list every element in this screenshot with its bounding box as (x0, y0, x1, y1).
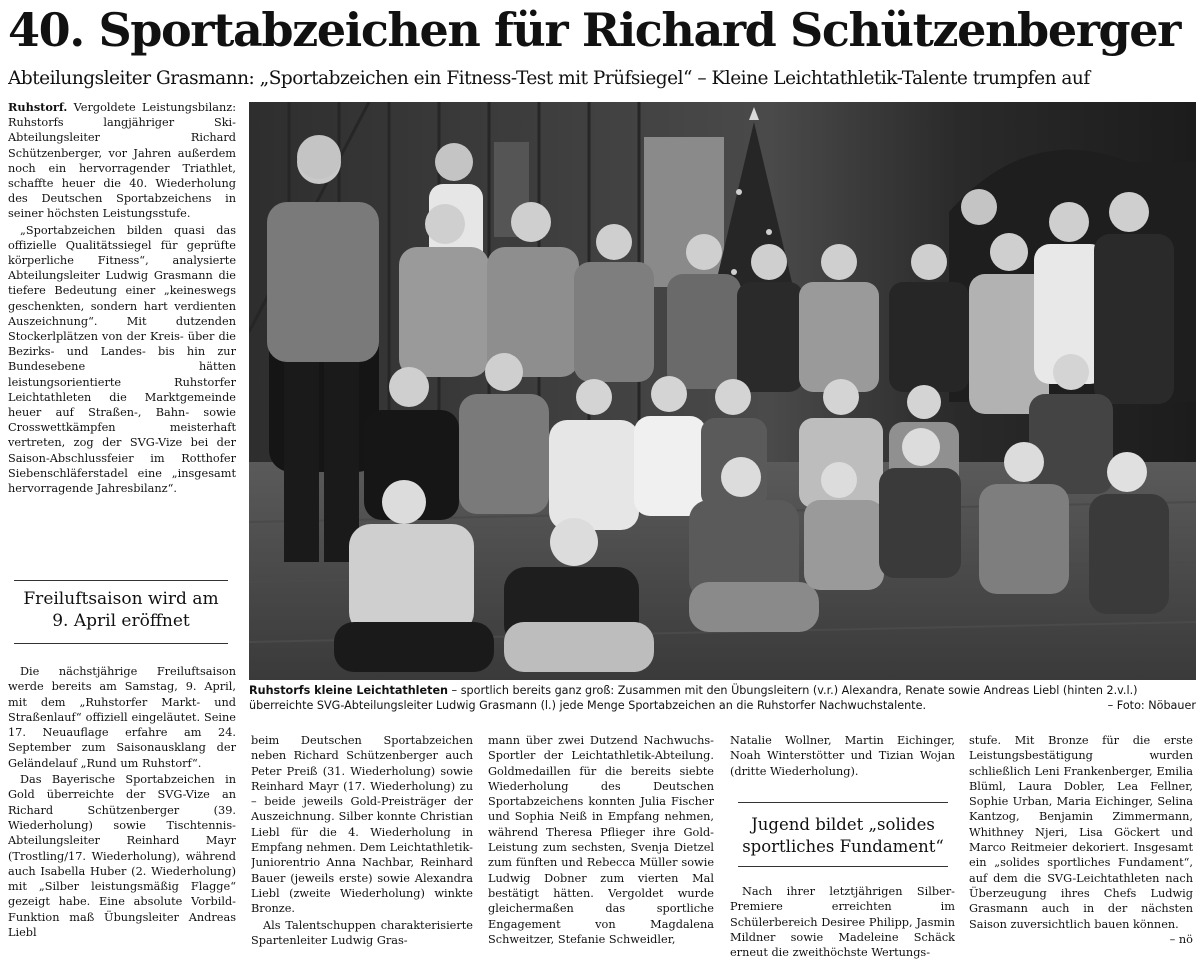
article-column-1 (8, 100, 236, 576)
paragraph-quote: „Sportabzeichen bilden quasi das offizielle Qualitätssiegel für geprüfte körperliche Fitness“, analysierte Abteilungsleiter Ludwig Grasmann die tiefere Bedeutung einer „keineswegs geschenkten, sondern hart verdienten Auszeichnung“. Mit dutzenden Stockerlplätzen von der Kreis- über die Bezirks- und Landes- bis hin zur Bundesebene hätten leistungsorientierte Ruhstorfer Leichtathleten die Marktgemeinde heuer auf Straßen-, Bahn- sowie Crosswettkämpfen meisterhaft vertreten, zog der SVG-Vize bei der Saison-Abschlussfeier im Rotthofer Siebenschläferstadel eine „insgesamt hervorragende Jahresbilanz“. (8, 223, 236, 496)
dateline: Ruhstorf. (8, 100, 68, 114)
paragraph-col2-b: Als Talentschuppen charakterisierte Spartenleiter Ludwig Gras- (251, 918, 473, 947)
col5-text: stufe. Mit Bronze für die erste Leistungsbestätigung wurden schließlich Leni Frankenberger, Emilia Blüml, Laura Dobler, Lea Fellner, Sophie Urban, Maria Eichinger, Selina Kantzog, Benjamin Zimmermann, Whithney Njeri, Lisa Göckert und Marco Reitmeier dekoriert. Insgesamt ein „solides sportliches Fundament“, auf dem die SVG-Leichtathleten nach Überzeugung ihres Chefs Ludwig Grasmann auch in der nächsten Saison zuversichtlich bauen können. (969, 734, 1193, 931)
paragraph-bayerisches-sportabzeichen: Das Bayerische Sportabzeichen in Gold überreichte der SVG-Vize an Richard Schützenberger (39. Wiederholung) sowie Tischtennis-Abteilungsleiter Reinhard Mayr (Trostling/17. Wiederholung), während auch Isabella Huber (2. Wiederholung) mit „Silber leistungsmäßig Flagge“ gezeigt habe. Eine absolute Vorbild-Funktion maß Übungsleiter Andreas Liebl (8, 773, 236, 940)
paragraph-col2-a: beim Deutschen Sportabzeichen neben Richard Schützenberger auch Peter Preiß (31. Wiederholung) sowie Reinhard Mayr (17. Wiederholung) zu – beide jeweils Gold-Preisträger der Auszeichnung. Silber konnte Christian Liebl für die 4. Wiederholung in Empfang nehmen. Dem Leichtathletik-Juniorentrio Anna Nachbar, Reinhard Bauer (jeweils erste) sowie Alexandra Liebl (zweite Wiederholung) winkte Bronze. (251, 734, 473, 916)
caption-lead: Ruhstorfs kleine Leichtathleten (249, 684, 448, 697)
box-headline-jugend: Jugend bildet „solides sportliches Fundament“ (742, 815, 944, 856)
paragraph-col3: mann über zwei Dutzend Nachwuchs-Sportler der Leichtathletik-Abteilung. Goldmedaillen für die bereits siebte Wiederholung des Deutschen Sportabzeichens konnten Julia Fischer und Sophia Neiß in Empfang nehmen, während Theresa Pflieger ihre Gold-Leistung zum sechsten, Svenja Dietzel zum fünften und Rebecca Müller sowie Ludwig Dobner zum vierten Mal bestätigt hätten. Vergoldet wurde gleichermaßen das sportliche Engagement von Magdalena Schweitzer, Stefanie Schweidler, (488, 734, 714, 946)
article-column-2 (251, 733, 473, 979)
article-column-4 (730, 733, 955, 793)
paragraph-col4-a: Natalie Wollner, Martin Eichinger, Noah Winterstötter und Tizian Wojan (dritte Wiederholung). (730, 734, 955, 778)
group-photo (249, 102, 1196, 680)
headline: 40. Sportabzeichen für Richard Schützenberger (8, 3, 1180, 57)
box-rule-bottom (14, 643, 228, 644)
photo-caption (249, 683, 1196, 715)
box-rule-col4-top (738, 802, 948, 803)
article-column-1-lower (8, 664, 236, 976)
box-headline-freiluftsaison: Freiluftsaison wird am 9. April eröffnet (23, 589, 219, 631)
article-column-4-lower (730, 884, 955, 978)
box-rule-col4-bottom (738, 866, 948, 867)
paragraph-freiluftsaison: Die nächstjährige Freiluftsaison werde bereits am Samstag, 9. April, mit dem „Ruhstorfer Markt- und Straßenlauf“ offiziell eingeläutet. Seine 17. Neuauflage erfahre am 24. September zum Saisonausklang der Geländelauf „Rund um Ruhstorf“. (8, 665, 236, 770)
author-signoff: – nö (1169, 932, 1193, 946)
subheadline: Abteilungsleiter Grasmann: „Sportabzeichen ein Fitness-Test mit Prüfsiegel“ – Kleine Leichtathletik-Talente trumpfen auf (8, 68, 1090, 89)
article-column-5 (969, 733, 1193, 979)
photo-credit: – Foto: Nöbauer (1107, 699, 1196, 712)
paragraph-col4-b: Nach ihrer letztjährigen Silber-Premiere erreichten im Schülerbereich Desiree Philipp, Jasmin Mildner sowie Madeleine Schäck erneut die zweithöchste Wertungs- (730, 885, 955, 960)
box-rule-top (14, 580, 228, 581)
paragraph-col5 (969, 733, 1193, 946)
caption-text: – sportlich bereits ganz groß: Zusammen mit den Übungsleitern (v.r.) Alexandra, Renate sowie Andreas Liebl (hinten 2.v.l.) überreichte SVG-Abteilungsleiter Ludwig Grasmann (l.) jede Menge Sportabzeichen an die Ruhstorfer Nachwuchstalente. (249, 684, 1138, 712)
article-column-3 (488, 733, 714, 979)
intro-text: Vergoldete Leistungsbilanz: Ruhstorfs langjähriger Ski-Abteilungsleiter Richard Schützenberger, vor Jahren außerdem noch ein hervorragender Triathlet, schaffte heuer die 40. Wiederholung des Deutschen Sportabzeichens in seiner höchsten Leistungsstufe. (8, 101, 236, 221)
paragraph-intro (8, 100, 236, 222)
